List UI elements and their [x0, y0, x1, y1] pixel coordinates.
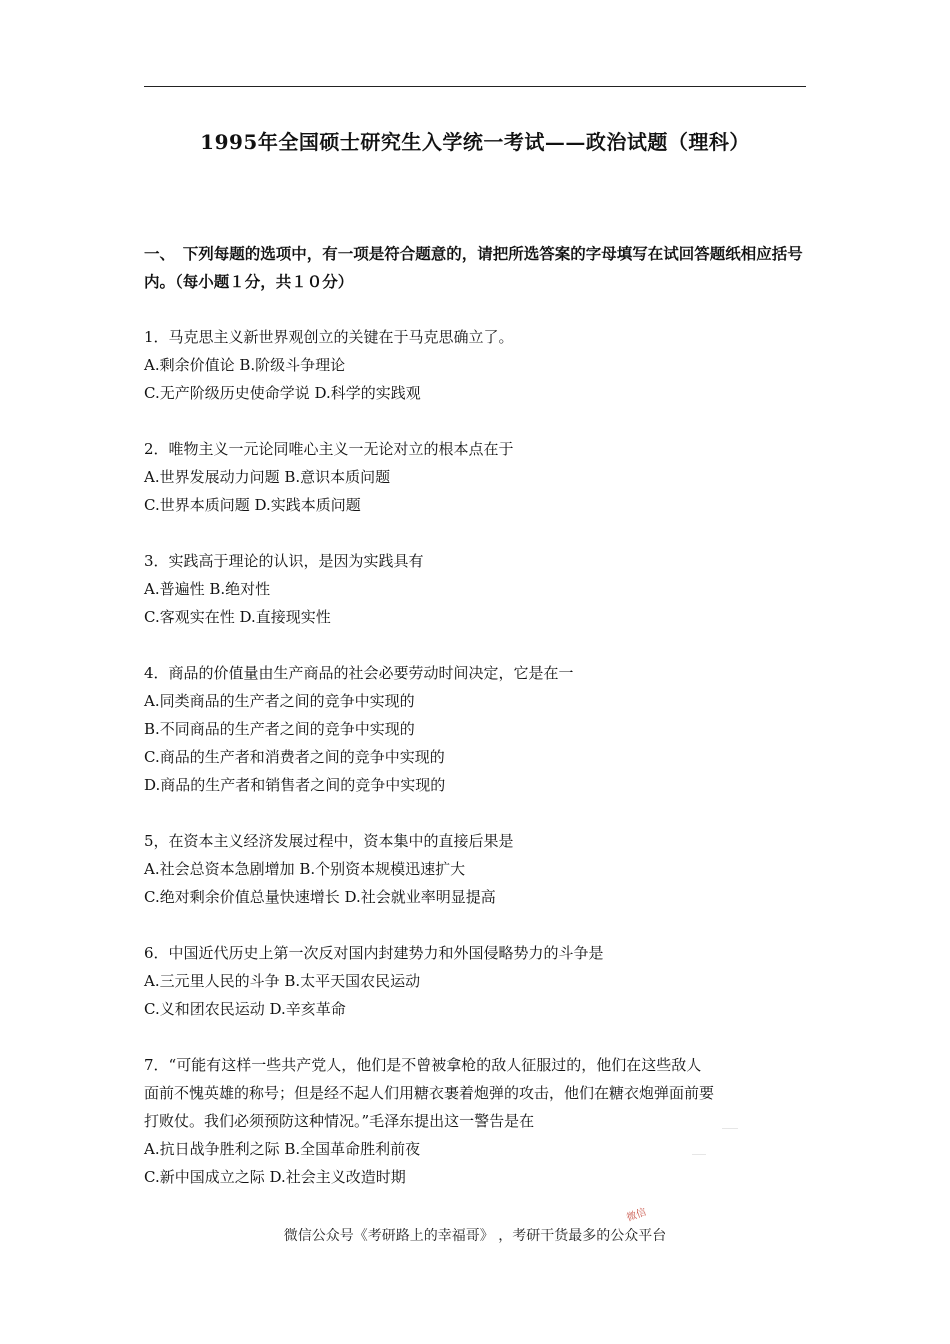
question-option-line: C.无产阶级历史使命学说 D.科学的实践观 [144, 384, 421, 402]
question-option-line: A.三元里人民的斗争 B.太平天国农民运动 [144, 972, 421, 990]
question-option-line: A.同类商品的生产者之间的竞争中实现的 [144, 692, 415, 710]
question-option-line: C.新中国成立之际 D.社会主义改造时期 [144, 1168, 406, 1186]
question-4 [144, 659, 812, 799]
question-option-line: A.抗日战争胜利之际 B.全国革命胜利前夜 [144, 1140, 421, 1158]
question-stem: 2．唯物主义一元论同唯心主义一无论对立的根本点在于 [144, 440, 514, 458]
question-option-line: C.绝对剩余价值总量快速增长 D.社会就业率明显提高 [144, 888, 496, 906]
question-stem-line: 7．“可能有这样一些共产党人，他们是不曾被拿枪的敌人征服过的，他们在这些敌人 [144, 1056, 702, 1074]
question-option-line: A.社会总资本急剧增加 B.个别资本规模迅速扩大 [144, 860, 466, 878]
top-horizontal-rule [144, 86, 806, 87]
footer-watermark-text: 微信公众号《考研路上的幸福哥》 ，考研干货最多的公众平台 [283, 1228, 667, 1244]
question-option-line: C.客观实在性 D.直接现实性 [144, 608, 331, 626]
question-stem: 3．实践高于理论的认识，是因为实践具有 [144, 552, 424, 570]
question-6 [144, 939, 812, 1023]
question-option-line: C.世界本质问题 D.实践本质问题 [144, 496, 361, 514]
question-option-line: C.义和团农民运动 D.辛亥革命 [144, 1000, 346, 1018]
question-option-line: C.商品的生产者和消费者之间的竞争中实现的 [144, 748, 445, 766]
question-option-line: A.剩余价值论 B.阶级斗争理论 [144, 356, 346, 374]
question-stem-line: 打败仗。我们必须预防这种情况。”毛泽东提出这一警告是在 [144, 1112, 535, 1130]
scan-speck [722, 1128, 738, 1129]
question-1 [144, 323, 812, 407]
question-option-line: B.不同商品的生产者之间的竞争中实现的 [144, 720, 415, 738]
question-option-line: D.商品的生产者和销售者之间的竞争中实现的 [144, 776, 446, 794]
question-stem: 1．马克思主义新世界观创立的关键在于马克思确立了。 [144, 328, 514, 346]
question-7 [144, 1051, 812, 1191]
red-stamp-mark: 微信 [625, 1206, 648, 1224]
question-stem-line: 面前不愧英雄的称号；但是经不起人们用糖衣裹着炮弹的攻击，他们在糖衣炮弹面前要 [144, 1084, 715, 1102]
question-list [144, 323, 812, 1219]
question-stem: 6．中国近代历史上第一次反对国内封建势力和外国侵略势力的斗争是 [144, 944, 604, 962]
scan-speck [692, 1154, 706, 1155]
question-stem: 5，在资本主义经济发展过程中，资本集中的直接后果是 [144, 832, 514, 850]
page-title: 1995年全国硕士研究生入学统一考试——政治试题（理科） [200, 130, 750, 154]
section-one-instruction: 一、 下列每题的选项中，有一项是符合题意的，请把所选答案的字母填写在试回答题纸相应括号内。（每小题１分，共１０分） [144, 244, 803, 291]
question-stem: 4．商品的价值量由生产商品的社会必要劳动时间决定，它是在一 [144, 664, 574, 682]
question-5 [144, 827, 812, 911]
question-2 [144, 435, 812, 519]
question-option-line: A.世界发展动力问题 B.意识本质问题 [144, 468, 391, 486]
question-3 [144, 547, 812, 631]
question-option-line: A.普遍性 B.绝对性 [144, 580, 271, 598]
